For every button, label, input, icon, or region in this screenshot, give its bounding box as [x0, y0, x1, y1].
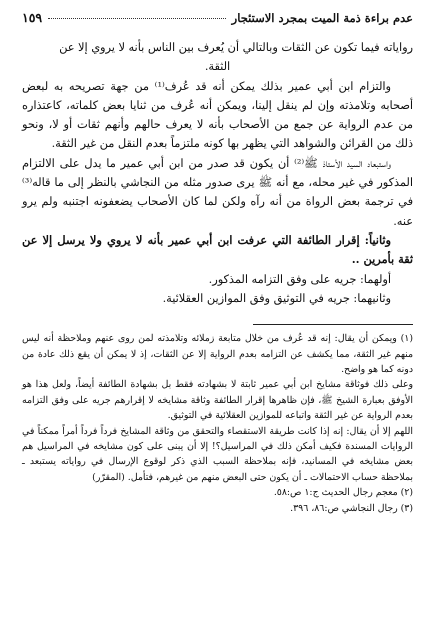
paragraph-3: واستبعاد السيد الأستاذ ﷺ⁽²⁾ أن يكون قد صدر من ابن أبي عمير ما يدل على الالتزام المذكور في غير محله، مع أنه ﷺ يرى صدور مثله من النجاشي بالنظر إلى ما قاله⁽³⁾ في ترجمة بعض الرواة من أنه رآه ولكن لما كان الأصحاب يضعفونه اجتنبه ولم يرو عنه.: [22, 156, 413, 228]
footnote-1: (١) ويمكن أن يقال: إنه قد عُرف من خلال متابعة زملائه وتلامذته لمن روى عنهم وملاحظة أنه ليس منهم غير الثقة، مما يكشف عن التزامه بعدم الرواية إلا عن الثقات، إذ لا يمكن أن يقع ذلك عادة من دونه كما هو واضح.: [22, 333, 413, 375]
paragraph-6: وثانيهما: جريه في التوثيق وفق الموازين العقلائية.: [162, 291, 391, 305]
main-text: [22, 38, 413, 308]
header-dotted-leader: [48, 18, 226, 19]
footnote-1-continued-2: اللهم إلا أن يقال: إنه إذا كانت طريقة الاستقصاء والتحقق من وثاقة المشايخ فرداً فرداً أمراً ممكناً في الروايات المسندة فكيف أمكن ذلك في المراسيل؟! إلا أن يبنى على كون مشايخه في المراسيل هم بعض مشايخه في المسانيد، فإنه بملاحظة السبب الذي ذكر لوقوع الإرسال في رواياته يستبعد ـ بملاحظة حساب الاحتمالات ـ أن يكون حتى البعض منهم من غيرهم، فتأمل. (المقرّر): [22, 425, 413, 483]
paragraph-1-end: الثقة.: [204, 60, 231, 74]
footnotes: [22, 331, 413, 516]
header-title: عدم براءة ذمة الميت بمجرد الاستئجار: [231, 11, 413, 25]
paragraph-2: والتزام ابن أبي عمير بذلك يمكن أنه قد عُرف⁽¹⁾ من جهة تصريحه به لبعض أصحابه وتلامذته وإن لم ينقل إلينا، ويمكن أنه عُرف من ثنايا بعض كلماته، كاعتذاره من عدم الرواية عن جمع من الأصحاب بأنه لا يعرف حالهم وأنهم ثقات أو لا، ونحو ذلك من القرائن والشواهد التي يظهر بها كونه ملتزماً بعدم النقل من غير الثقة.: [22, 79, 413, 151]
footnote-divider: [253, 324, 413, 325]
paragraph-5: أولهما: جريه على وفق التزامه المذكور.: [208, 272, 391, 286]
footnote-2: (٢) معجم رجال الحديث ج:١ ص:٥٨.: [273, 487, 413, 499]
page-number: ١٥٩: [22, 10, 43, 25]
paragraph-4: وثانياً: إقرار الطائفة التي عرفت ابن أبي عمير بأنه لا يروي ولا يرسل إلا عن ثقة بأمرين ..: [22, 232, 413, 267]
footnote-1-continued: وعلى ذلك فوثاقة مشايخ ابن أبي عمير ثابتة لا بشهادته فقط بل بشهادة الطائفة أيضاً، ولعل هذا هو الأوفق بعبارة الشيخ ﷺ، فإن ظاهرها إقرار الطائفة وثاقة مشايخه لا إقرارهم جريه على وفق التزامه بعدم الرواية عن غير الثقة واتباعه للموازين العقلائية في التوثيق.: [22, 379, 413, 422]
running-header: [22, 10, 413, 28]
paragraph-1: رواياته فيما تكون عن الثقات وبالتالي أن يُعرف بين الناس بأنه لا يروي إلا عن: [59, 41, 413, 54]
footnote-3: (٣) رجال النجاشي ص:٨٦، ٣٩٦.: [290, 502, 413, 514]
